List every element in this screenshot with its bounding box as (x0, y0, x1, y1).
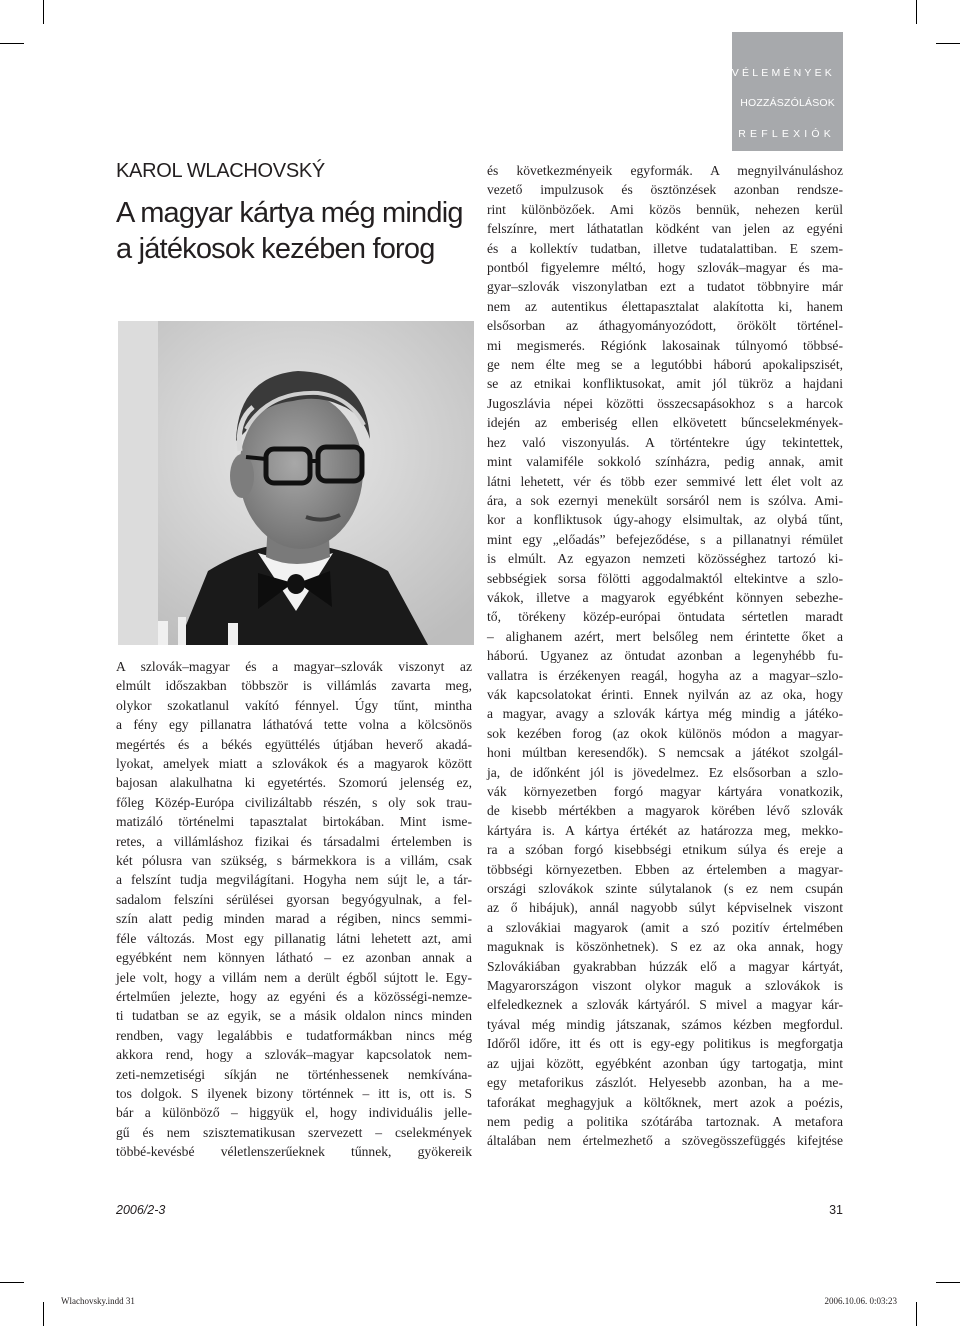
section-label-reflections: REFLEXIÓK (738, 128, 835, 140)
issue-number: 2006/2-3 (116, 1203, 166, 1217)
section-label-box (732, 32, 843, 151)
section-label-comments: HOZZÁSZÓLÁSOK (740, 97, 835, 109)
crop-mark (0, 43, 24, 44)
crop-mark (916, 0, 917, 24)
print-slug-date: 2006.10.06. 0:03:23 (824, 1296, 897, 1306)
crop-mark (936, 1282, 960, 1283)
article-body-right-column: és következményeik egyformák. A megnyilvánuláshoz vezető impulzusok és ösztönzések azonban rendsze- rint különbözőek. Ami közös bennük, nehezen kerül felszínre, mert láthatatlan ködként van jelen az egyéni és a kollektív tudatban, illetve tudatalattiban. E szem- pontból figyelemre méltó, hogy szlovák–magyar és ma- gyar–szlovák viszonylatban ezt a tudatot többnyire már nem az autentikus élettapasztalat alakította ki, hanem elsősorban az áthagyományozódott, örökölt történel- mi megismerés. Régiónk lakosainak túlnyomó többsé- ge nem élte meg se a legutóbbi háború apokalipszisét, se az etnikai konfliktusokat, amit jól tükröz a hajdani Jugoszlávia népei közötti összecsapásokhoz s a harcok idején az emberiség ellen elkövetett bűncselekmények- hez való viszonyulás. A történtekre úgy tekintettek, mint valamiféle sokkoló színházra, pedig annak, amit látni lehetett, vér és több ezer semmivé lett élet volt az ára, a sok ezernyi menekült sorsáról nem is szólva. Ami- kor a konfliktusok úgy-ahogy elsimultak, az olybá tűnt, mint egy „előadás” befejeződése, s a pillanatnyi rémület is elmúlt. Az egyazon nemzeti közösséghez tartozó ki- sebbségiek sorsa fölötti aggodalmaktól eltekintve a szlo- vákok, illetve a magyarok egyébként könnyen sebezhe- tő, törékeny közép-európai öntudata sértetlen maradt – alighanem azért, mert belsőleg nem érintette őket a háború. Ugyanez az öntudat azonban a legenyhébb fu- vallatra is érzékenyen reagál, hogyha az a magyar–szlo- vák kapcsolatokat érinti. Ennek nyilván az az oka, hogy a magyar, avagy a szlovák kártya még mindig a játéko- sok kezében forog (az okok különös módon a magyar- honi múltban keresendők). S nemcsak a játékot szolgál- ja, de időnként jól is jövedelmez. Ez elsősorban a szlo- vák környezetben forgó magyar kártyára vonatkozik, de kisebb mértékben a magyarok körében lévő szlovák kártyára is. A kártya értékét az határozza meg, mekko- ra a szóban forgó kisebbségi etnikum súlya és ereje a többségi környezetben. Ebben az értelemben a magyar- országi szlovákok szinte súlytalanok (s ez nem csupán az ő hibájuk), annál nagyobb súlyt képviselnek viszont a szlovákiai magyarok (amit a szó pozitív értelmében maguknak is köszönhetnek). S ez az oka annak, hogy Szlovákiában gyakrabban húzzák elő a magyar kártyát, Magyarországon viszont olykor maguk a szlovákok is elfeledkeznek a szlovák kártyáról. S mivel a magyar kár- tyával még mindig játszanak, számos kézben megfordul. Időről időre, itt és ott is egy-egy politikus is megforgatja az ujjai között, egyébként azonban úgy tartogatja, mint egy metaforikus zászlót. Helyesebb azonban, ha a me- taforákat meghagyjuk a költőknek, mert azok a poézis, nem pedig a politika szótárába tartoznak. A metafora általában nem értelmezhető a szövegösszefüggés kifejtése (487, 163, 843, 1149)
portrait-illustration (118, 321, 474, 645)
author-name: KAROL WLACHOVSKÝ (116, 160, 325, 182)
crop-mark (43, 0, 44, 24)
crop-mark (43, 1302, 44, 1326)
title-line-2: a játékosok kezében forog (116, 233, 435, 265)
section-label-opinions: VÉLEMÉNYEK (731, 67, 835, 79)
crop-mark (0, 1282, 24, 1283)
author-portrait-photo (118, 321, 474, 645)
page-number: 31 (829, 1203, 843, 1217)
article-body-left-column: A szlovák–magyar és a magyar–szlovák viszonyt az elmúlt időszakban többször is villámlás zavarta meg, olykor szokatlanul vakító fénnyel. Úgy tűnt, mintha a fény egy pillanatra láthatóvá tette volna a kölcsönös megértés és a békés együttélés útjában heverő akadá- lyokat, amelyek miatt a szlovákok és a magyarok között bajosan alakulhatna ki egyetértés. Szomorú jelenség ez, főleg Közép-Európa civilizáltabb részén, s oly sok trau- matizáló történelmi tapasztalat birtokában. Mint isme- retes, a villámláshoz fizikai és társadalmi értelemben is két pólusra van szükség, s bármekkora is a villám, csak a felszínt tudja megvilágítani. Hogyha nem sújt le, a tár- sadalom felszíni sérülései gyorsan begyógyulnak, a fel- szín alatt pedig minden marad a régiben, nincs semmi- féle változás. Most egy pillanatig látni lehetett azt, ami egyébként nem könnyen látható – ez azonban annak a jele volt, hogy a villám nem a derült égből sújtott le. Egy- értelműen jelezte, hogy az egyéni és a közösségi-nemze- ti tudatban se az egyik, se a másik oldalon nincs minden rendben, vagy legalábbis e tudatformákban nincs még akkora rend, hogy a szlovák–magyar kapcsolatok nem- zeti-nemzetiségi síkján ne történhessenek nemkívána- tos dolgok. S ilyenek bizony történnek – itt is, ott is. S bár a különböző – higgyük el, hogy individuális jelle- gű és nem szisztematikusan szervezett – cselekmények többé-kevésbé véletlenszerűeknek tűnnek, gyökereik (116, 659, 472, 1160)
crop-mark (936, 43, 960, 44)
title-line-1: A magyar kártya még mindig (116, 197, 463, 229)
print-slug-file: Wlachovsky.indd 31 (61, 1296, 135, 1306)
article-title (116, 195, 476, 267)
crop-mark (916, 1302, 917, 1326)
